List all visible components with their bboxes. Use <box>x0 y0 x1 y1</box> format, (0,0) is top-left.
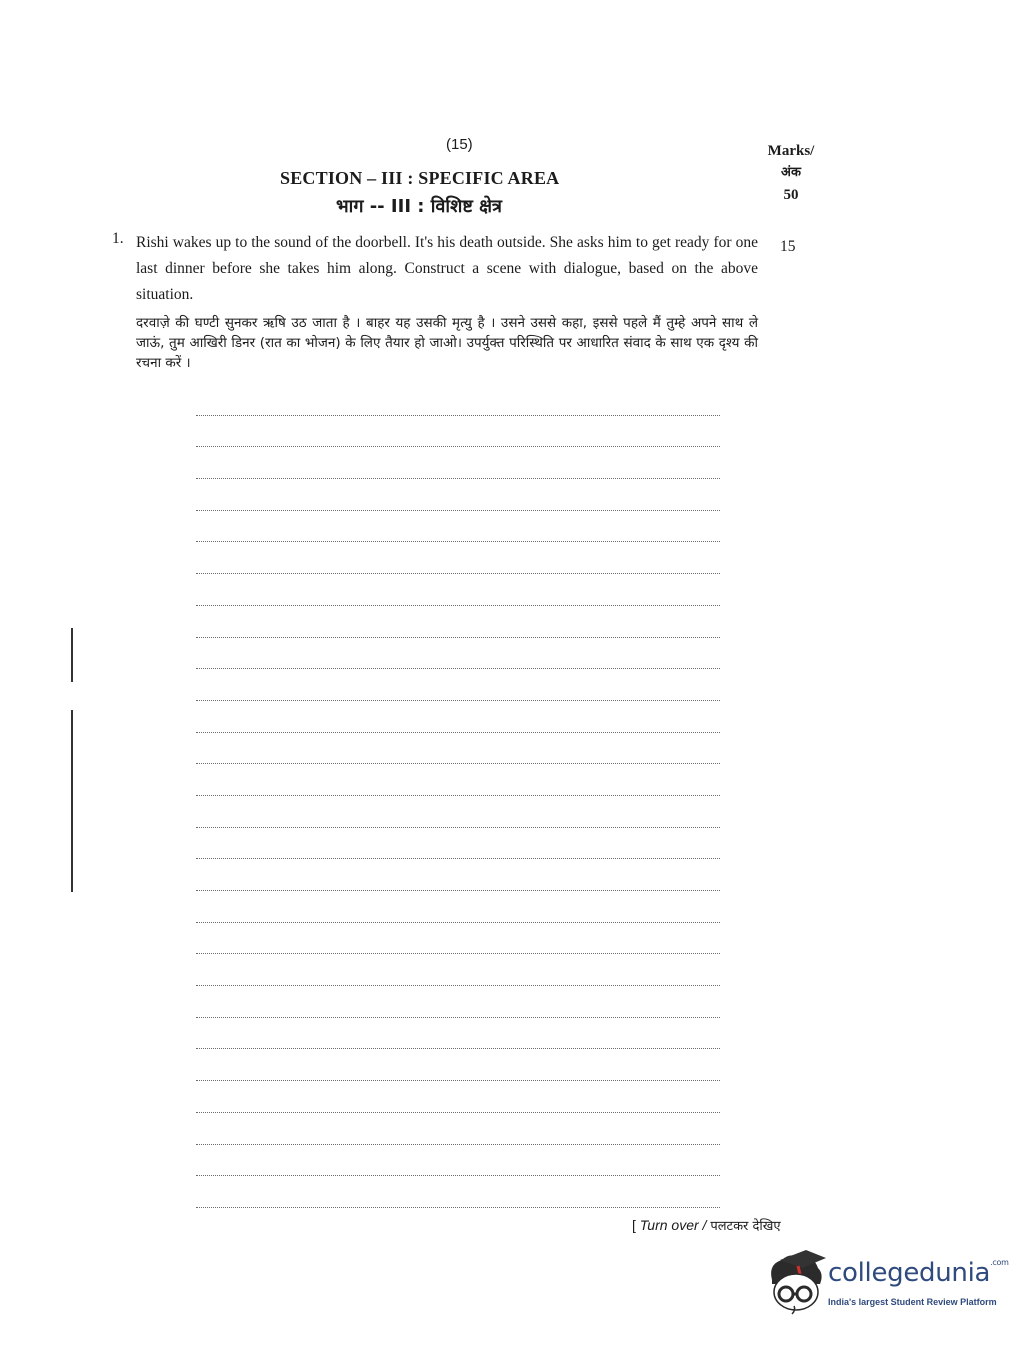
answer-line[interactable] <box>196 923 720 955</box>
turn-over-bracket: [ <box>632 1217 640 1233</box>
answer-line[interactable] <box>196 669 720 701</box>
question-text: Rishi wakes up to the sound of the doorbell. It's his death outside. She asks him to get ready for one last dinner before she takes him along. Construct a scene with dialogue, based on the above situation. <box>136 234 758 303</box>
answer-line[interactable] <box>196 606 720 638</box>
marks-header <box>756 140 826 206</box>
answer-line[interactable] <box>196 796 720 828</box>
answer-line[interactable] <box>196 1081 720 1113</box>
turn-over-note <box>632 1216 781 1234</box>
marks-label: Marks/ <box>767 143 815 159</box>
answer-line[interactable] <box>196 384 720 416</box>
question-number: 1. <box>112 230 124 247</box>
answer-line[interactable] <box>196 701 720 733</box>
answer-line[interactable] <box>196 1113 720 1145</box>
answer-line[interactable] <box>196 1049 720 1081</box>
answer-line[interactable] <box>196 828 720 860</box>
section-title: SECTION – III : SPECIFIC AREA <box>280 168 560 188</box>
marks-label-hindi: अंक <box>781 165 801 180</box>
turn-over-separator: / <box>698 1217 711 1233</box>
margin-mark <box>71 710 73 892</box>
answer-line[interactable] <box>196 511 720 543</box>
logo-wordmark <box>828 1258 1009 1288</box>
question-marks: 15 <box>780 238 796 255</box>
answer-line[interactable] <box>196 542 720 574</box>
answer-line[interactable] <box>196 986 720 1018</box>
answer-line[interactable] <box>196 859 720 891</box>
answer-line[interactable] <box>196 447 720 479</box>
answer-line[interactable] <box>196 1145 720 1177</box>
answer-line[interactable] <box>196 416 720 448</box>
answer-line[interactable] <box>196 479 720 511</box>
answer-area[interactable] <box>196 384 720 1208</box>
logo-suffix: .com <box>990 1258 1009 1267</box>
answer-line[interactable] <box>196 954 720 986</box>
page-number: (15) <box>446 136 473 153</box>
answer-line[interactable] <box>196 764 720 796</box>
turn-over-text: Turn over <box>639 1217 699 1233</box>
margin-mark <box>71 628 73 682</box>
answer-line[interactable] <box>196 638 720 670</box>
marks-total: 50 <box>783 187 799 203</box>
answer-line[interactable] <box>196 891 720 923</box>
logo-name: collegedunia <box>828 1258 991 1288</box>
answer-line[interactable] <box>196 574 720 606</box>
answer-line[interactable] <box>196 1176 720 1208</box>
turn-over-text-hindi: पलटकर देखिए <box>710 1219 781 1234</box>
logo-tagline: India's largest Student Review Platform <box>828 1297 997 1307</box>
answer-line[interactable] <box>196 733 720 765</box>
answer-line[interactable] <box>196 1018 720 1050</box>
question-text-hindi: दरवाज़े की घण्टी सुनकर ऋषि उठ जाता है । बाहर यह उसकी मृत्यु है । उसने उससे कहा, इससे पहले मैं तुम्हे अपने साथ ले जाऊं, तुम आखिरी डिनर (रात का भोजन) के लिए तैयार हो जाओ। उपर्युक्त परिस्थिति पर आधारित संवाद के साथ एक दृश्य की रचना करें । <box>136 315 758 371</box>
section-title-hindi: भाग -- III : विशिष्ट क्षेत्र <box>336 196 502 217</box>
